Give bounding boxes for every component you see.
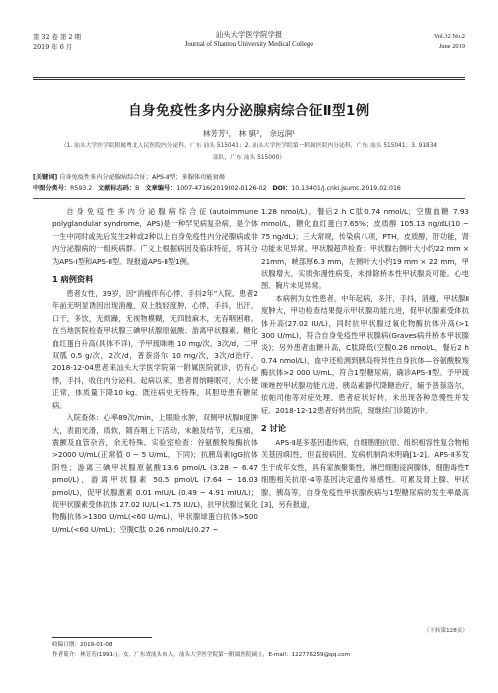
header-vol-no: Vol.32 No.2 (434, 33, 465, 40)
header-journal (33, 30, 465, 50)
exam-paragraph: 入院查体：心率89次/min，上眼睑水肿，双侧甲状腺Ⅱ度肿大，表面光滑，质软，随吞咽上下活动，未触及结节，无压痛，震颤及血管杂音，余无特殊。实验室检查：谷氨酸脱羧酶抗体>2000 U/mL(正常值 0 ~ 5 U/mL，下同)；抗胰岛素IgG抗体阴性；游离三碘甲状腺原氨酸13.6 pmol/L (3.28 ~ 6.47 pmol/L)，游离甲状腺素 50.5 pmol/L (7.64 ~ 16.03 pmol/L)，促甲状腺激素 0.01 mIU/L (0.49 ~ 4.91 mIU/L)；促甲状腺素受体抗体 27.02 IU/L(<1.75 IU/L)，抗甲状腺过氧化物酶抗体>1300 U/mL(<60 U/mL)，甲状腺球蛋白抗体>500 U/mL(<60 U/mL)；空腹C肽 0.26 nmol/L(0.27 ~ (52, 413, 258, 534)
clc-label: 中图分类号： (33, 185, 71, 192)
header-rule (33, 77, 465, 78)
diagnosis-paragraph: 本病例为女性患者，中年起病，多汗，手抖，消瘦，甲状腺Ⅱ度肿大，甲功检查结果提示甲状腺功能亢进，促甲状腺素受体抗体升高(27.02 IU/L)，同时抗甲状腺过氧化物酶抗体升高(>1 300 U/mL)，符合自身免疫性甲状腺病(Graves病并桥本甲状腺炎)；另外患者血糖升高，C肽降低(空腹0.26 nmol/L，餐后2 h 0.74 nmol/L)，血中还检测到胰岛特异性自身抗体—谷氨酸脱羧酶抗体>2 000 U/mL，符合1型糖尿病，确诊APS-Ⅱ型。予甲巯咪唑控甲状腺功能亢进、胰岛素静代降糖治疗，辅予普萘洛尔，依帕司他等对症处理。患者症状好转，未出现各种急慢性并发症。2018-12-12患者好转出院，现继续门诊随访中。 (261, 293, 469, 415)
header-date-en: June 2019 (438, 43, 465, 50)
header-volume-issue: 第 32 卷 第 2 期 (33, 33, 81, 41)
keywords-text: 自身免疫性多内分泌腺病综合征；APS-Ⅱ型；多腺体功能衰竭 (59, 174, 225, 181)
keywords-block (33, 172, 465, 194)
received-date: 收稿日期：2019-01-08 (52, 642, 113, 648)
case-history-paragraph: 患者女性，39岁，因“消瘦伴有心悸、手抖2年”入院。患者2年前无明显诱因出现消瘦，双上肢轻度肿，心悸，手抖，出汗，口干，多饮，无烦躁，无视物模糊，无四肢麻木，无吞咽困难。在当地医院检查甲状腺三碘甲状腺原氨酸、游离甲状腺素、糖化血红蛋白升高(具体不详)，予甲巯咪唑 10 mg/次，3次/d，二甲双胍 0.5 g/次，2次/d，普萘洛尔 10 mg/次，3次/d治疗。2018-12-04患者来汕头大学医学院第一附属医院就诊，仍有心悸，手抖，收住内分泌科。起病以来，患者胃纳睡眠可，大小便正常，体质量下降10 kg。既往病史无特殊，其胆母患有糖尿病。 (52, 289, 258, 410)
keywords-rule (33, 198, 465, 199)
header-volume-en (434, 32, 465, 52)
section-heading-case: 1 病例资料 (52, 274, 94, 285)
article-title: 自身免疫性多内分泌腺病综合征Ⅱ型1例 (128, 104, 370, 119)
header-date-cn: 2019 年 6 月 (33, 43, 73, 51)
header-rule-secondary (33, 79, 465, 80)
discussion-paragraph: APS-Ⅱ是多基因遗传病，自细胞胞抗原、组织相容性复合物相关基因Ⅰ阳性，但直接病因、发病机制尚未明确[1-2]。APS-Ⅱ多发生于成年女性，具有家族聚集性，淋巴细胞浸润腺体，细胞毒性T细胞相关抗原-4等基因决定遗传易感性。可累及肾上腺、甲状腺、胰岛等，自身免疫性甲状腺疾病与1型糖尿病的发生率最高[3]，另有报道， (261, 437, 469, 509)
body-column-left (52, 206, 258, 536)
author-bio: 作者简介：林芳芳(1991-)，女，广东省汕头市人，汕头大学医学院第一附属医院硕士，E-mail：122776259@qq.com (52, 651, 350, 658)
doi-label: DOI： (272, 185, 292, 192)
classification-line (33, 183, 465, 194)
article-id-label: 文章编号： (145, 185, 177, 192)
section-heading-discussion: 2 讨论 (261, 422, 286, 433)
doi-link[interactable]: 10.13401/j.cnki.jsumc.2019.02.016 (291, 185, 401, 192)
article-id-value: 1007-4716(2019)02-0126-02 (176, 185, 267, 192)
doc-code-label: 文献标志码： (98, 185, 136, 192)
clc-value: R593.2 (70, 185, 93, 192)
exam-paragraph-continued: 1.28 nmol/L)，餐后2 h C肽0.74 nmol/L；空腹血糖 7.93 mmol/L，糖化血红蛋白7.65%；皮质醇 105.13 ng/dL(10 ~ 75 ng/dL)；三大常规，传染病八项，PTH，皮质醇，肝功能，肾功能未见异常。甲状腺超声检查：甲状腺右侧叶大小约22 mm × 21mm，峡部厚6.3 mm，左侧叶大小约19 mm × 22 mm，甲状腺增大，实质弥漫性病变，未排除桥本性甲状腺炎可能。心电图、胸片未见异常。 (261, 207, 469, 291)
footnote-rule (52, 637, 152, 638)
article-affiliation: （1. 汕头大学医学院附属粤北人民医院内分泌科，广东 汕头 515041；2. 汕头大学医学院第一附属医院内分泌科，广东 汕头 515041；3. 91834部队，广东 汕头 515000） (60, 143, 438, 161)
intro-paragraph: 自身免疫性多内分泌腺病综合征(autoimmune polyglandular syndrome，APS)是一种罕见病复杂病，是个体一生中同时或先后发生2种或2种以上自身免疫性内分泌腺病或非内分泌腺病的一组疾病群。广义上根据病因及临床特征，将其分为APS-Ⅰ型和APS-Ⅱ型。现报道APS-Ⅱ型1例。 (52, 207, 258, 266)
doc-code-value: B (135, 185, 140, 192)
journal-name-cn: 汕头大学医学院学报 (215, 30, 283, 39)
journal-name-en: Journal of Shantou University Medical College (184, 41, 314, 48)
footnote-block (52, 641, 452, 660)
keywords-line (33, 172, 465, 183)
header-bar (33, 28, 465, 74)
keywords-label: [关键词] (33, 174, 58, 181)
continued-note: （下转第128页） (423, 628, 468, 634)
body-column-right (261, 206, 469, 511)
article-authors: 林芳芳¹， 林 骐²， 余远润¹ (202, 129, 296, 138)
